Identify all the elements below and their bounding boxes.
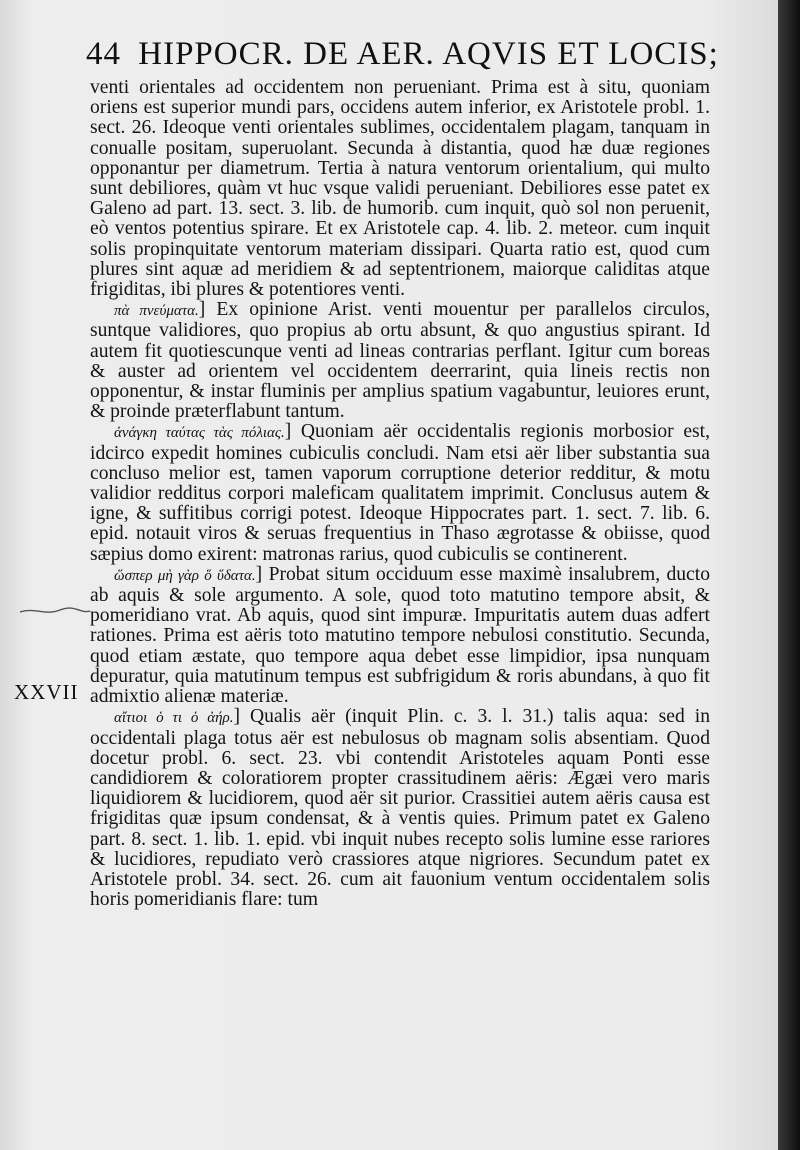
page-number: 44 [86, 36, 121, 72]
paragraph [90, 707, 710, 910]
margin-section-number: XXVII [14, 680, 79, 704]
paragraph-text: venti orientales ad occidentem non perueniant. Prima est à situ, quoniam oriens est superior mundi pars, occidens autem inferior, ex Aristotele probl. 1. sect. 26. Ideoque venti orientales sublimes, occidentalem plagam, tanquam in conualle positam, superuolant. Secunda à distantia, quod hæ duæ regiones opponantur per diametrum. Tertia à natura ventorum orientalium, qui multo sunt debiliores, quàm vt huc vsque validi perueniant. Debiliores esse patet ex Galeno ad part. 13. sect. 3. lib. de humorib. cum inquit, quò sol non peruenit, eò ventos potentius spirare. Et ex Aristotele cap. 4. lib. 2. meteor. cum inquit solis propinquitate ventorum materiam dissipari. Quarta ratio est, quod cum plures sint aquæ ad meridiem & ad septentrionem, maiorque caliditas atque frigiditas, ibi plures & potentiores venti. [90, 77, 710, 301]
greek-lemma: ἀνάγκη ταύτας τὰς πόλιας. [114, 425, 285, 442]
paragraph [90, 78, 710, 300]
greek-lemma: πὰ πνεύματα. [114, 303, 199, 320]
margin-stroke-mark [20, 604, 90, 618]
running-header [86, 34, 726, 74]
paragraph [90, 300, 710, 422]
main-text [90, 78, 710, 910]
paragraph-text: ] Probat situm occiduum esse maximè insalubrem, ducto ab aquis & sole argumento. A sole, quod toto matutino tempore absit, & pomeridiano vrat. Ab aquis, quod sint impuræ. Impuritatis autem duas adfert rationes. Prima est aëris toto matutino tempore nebulosi constitutio. Secunda, quod etiam æstate, quo tempore aqua debet esse limpidior, ipsa nunquam depuratur, quia matutinum tempus est subfrigidum & roris abundans, à quo fit admixtio alienæ materiæ. [90, 563, 710, 708]
greek-lemma: ὥσπερ μὴ γὰρ ὅ ὕδατα. [114, 567, 256, 584]
paragraph-text: ] Qualis aër (inquit Plin. c. 3. l. 31.) talis aqua: sed in occidentali plaga totus aër est nebulosus ob magnam solis absentiam. Quod docetur probl. 6. sect. 23. vbi contendit Aristoteles aquam Ponti esse candidiorem & coloratiorem propter crassitudinem aëris: Ægæi vero maris liquidiorem & lucidiorem, quod aër sit purior. Crassitiei autem aëris causa est frigiditas quæ ipsum condensat, & à ventis quies. Primum patet ex Galeno part. 8. sect. 1. lib. 1. epid. vbi inquit nubes recepto solis lumine esse rariores & lucidiores, repudiato verò crassiores atque nigriores. Secundum patet ex Aristotele probl. 34. sect. 26. cum ait fauonium ventum occidentalem solis horis pomeridianis flare: tum [90, 706, 710, 911]
page-gutter-shadow [778, 0, 800, 1150]
paragraph-text: ] Quoniam aër occidentalis regionis morbosior est, idcirco expedit homines cubiculis concludi. Nam etsi aër liber substantia sua concluso melior est, tamen vaporum corruptione deterior redditur, & motu validior redditus corpori maleficam qualitatem imprimit. Conclusus autem & igne, & suffitibus corrigi potest. Ideoque Hippocrates part. 1. sect. 7. lib. 6. epid. notauit viros & seruas frequentius in Thaso ægrotasse & obiisse, quod sæpius domo exirent: matronas rarius, quod cubiculis se continerent. [90, 421, 710, 565]
paragraph [90, 422, 710, 564]
paragraph [90, 565, 710, 707]
greek-lemma: αἴτιοι ὁ τι ὁ ἀήρ. [114, 710, 234, 727]
paragraph-text: ] Ex opinione Arist. venti mouentur per parallelos circulos, suntque validiores, quo propius ab ortu absunt, & quo angustius spirant. Id autem fit quotiescunque venti ad lineas contrarias perflant. Igitur cum boreas & auster ad orientem vel occidentem deerrarint, quia lineis rectis non opponentur, & instar fluminis per amplius spatium vagabuntur, leuiores erunt, & proinde præterflabunt tantum. [90, 299, 710, 423]
running-title: HIPPOCR. DE AER. AQVIS ET LOCIS; [138, 36, 719, 72]
